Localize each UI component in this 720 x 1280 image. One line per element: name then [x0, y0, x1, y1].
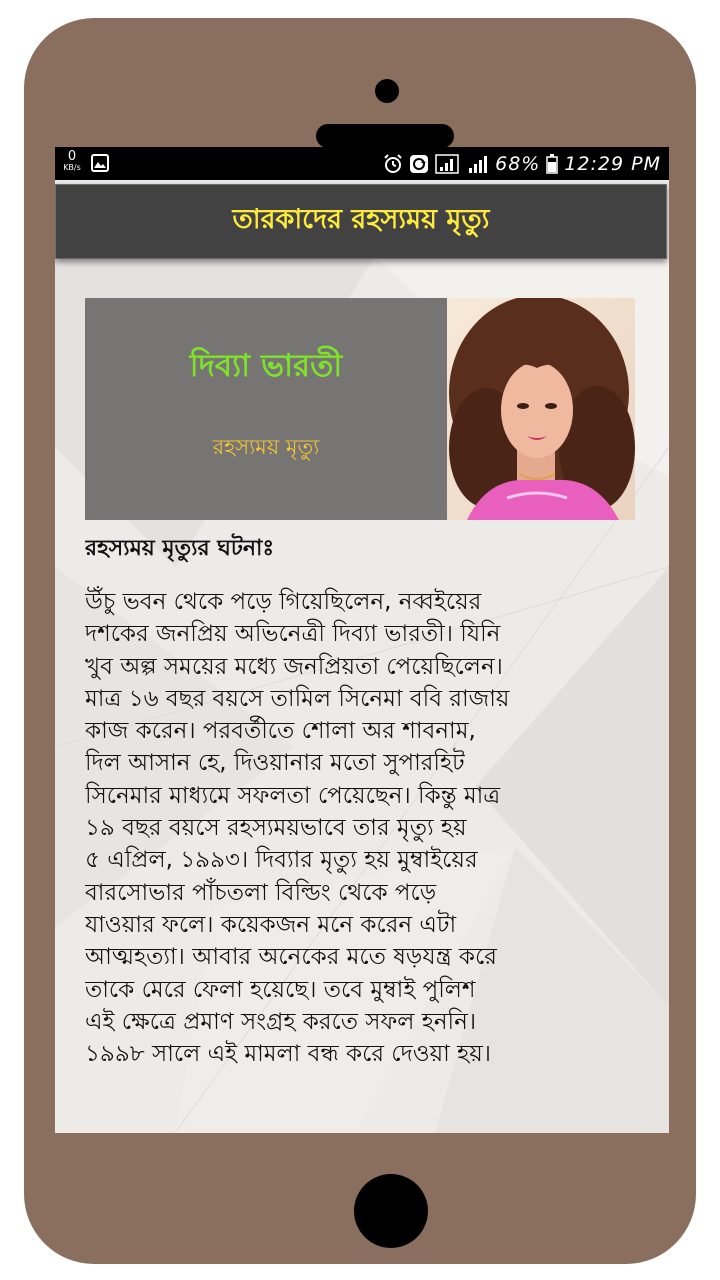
actress-portrait — [447, 298, 635, 520]
article-line: তাকে মেরে ফেলা হয়েছে। তবে মুম্বাই পুলিশ — [85, 976, 476, 1003]
image-icon — [91, 154, 109, 172]
article-line: ১৯৯৮ সালে এই মামলা বন্ধ করে দেওয়া হয়। — [85, 1041, 492, 1068]
status-bar — [55, 147, 669, 180]
article-line: মাত্র ১৬ বছর বয়সে তামিল সিনেমা ববি রাজায় — [85, 685, 510, 712]
article-line: এই ক্ষেত্রে প্রমাণ সংগ্রহ করতে সফল হননি। — [85, 1008, 477, 1035]
article-line: আত্মহত্যা। আবার অনেকের মতে ষড়যন্ত্র করে — [85, 944, 497, 971]
banner-caption-panel — [85, 298, 447, 520]
article-line: ১৯ বছর বয়সে রহস্যময়ভাবে তার মৃত্যু হয় — [85, 815, 467, 842]
alarm-icon — [383, 154, 403, 174]
article-line: যাওয়ার ফলে। কয়েকজন মনে করেন এটা — [85, 911, 457, 938]
article-body — [85, 586, 645, 1070]
article-line: উঁচু ভবন থেকে পড়ে গিয়েছিলেন, নব্বইয়ের — [85, 589, 482, 615]
article-line: দশকের জনপ্রিয় অভিনেত্রী দিব্যা ভারতী। যিনি — [85, 621, 501, 648]
article-content — [85, 531, 645, 1091]
article-heading: রহস্যময় মৃত্যুর ঘটনাঃ — [85, 536, 275, 561]
app-bar — [55, 184, 667, 259]
clock: 12:29 PM — [564, 152, 661, 175]
front-camera — [375, 79, 399, 103]
network-speed — [61, 151, 83, 172]
article-line: সিনেমার মাধ্যমে সফলতা পেয়েছেন। কিন্তু মাত্র — [85, 782, 501, 809]
home-button[interactable] — [354, 1174, 428, 1248]
signal-icon — [435, 154, 461, 174]
article-banner — [85, 298, 635, 520]
battery-percent: 68% — [495, 152, 541, 175]
app-title: তারকাদের রহস্যময় মৃত্যু — [232, 204, 490, 235]
banner-name: দিব্যা ভারতী — [189, 348, 343, 384]
article-line: কাজ করেন। পরবর্তীতে শোলা অর শাবনাম, — [85, 718, 476, 745]
network-speed-unit: KB/s — [63, 163, 81, 172]
article-line: দিল আসান হে, দিওয়ানার মতো সুপারহিট — [85, 750, 465, 777]
phone-screen — [55, 147, 669, 1133]
banner-subtitle: রহস্যময় মৃত্যু — [212, 435, 320, 459]
article-line: ৫ এপ্রিল, ১৯৯৩। দিব্যার মৃত্যু হয় মুম্বাইয়ের — [85, 847, 478, 874]
article-line: খুব অল্প সময়ের মধ্যে জনপ্রিয়তা পেয়েছিলেন। — [85, 653, 503, 680]
network-speed-value: 0 — [67, 149, 77, 164]
cell-signal-icon — [467, 154, 489, 174]
battery-icon — [546, 154, 558, 174]
earpiece-speaker — [316, 124, 454, 148]
article-line: বারসোভার পাঁচতলা বিল্ডিং থেকে পড়ে — [85, 879, 437, 906]
sync-icon — [409, 154, 429, 174]
